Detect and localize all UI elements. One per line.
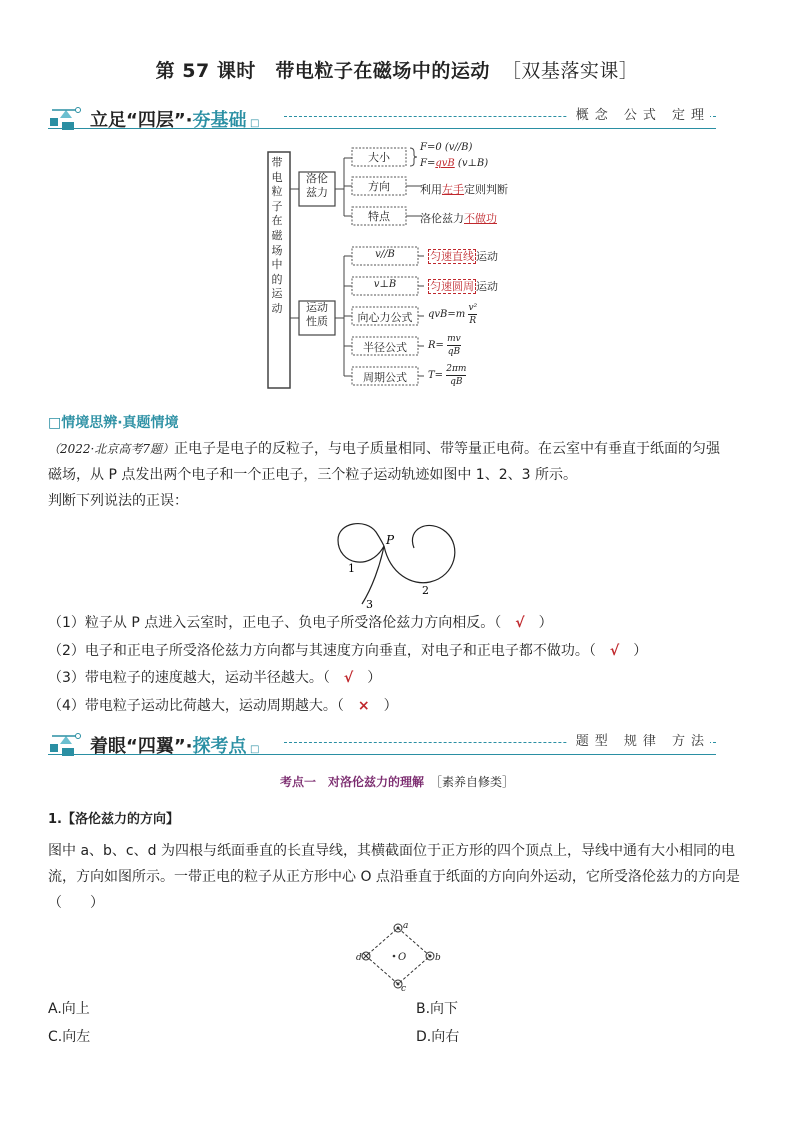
track-1	[338, 524, 384, 563]
mindmap-item-label: 半径公式	[363, 341, 407, 354]
mindmap-branch2-text: 运动 性质	[306, 301, 328, 328]
mindmap-item-label: v⊥B	[373, 279, 397, 290]
mindmap-desc-qvb: F=qvB (v⊥B)	[420, 158, 489, 169]
mindmap-formula-centripetal: qvB=m $\frac{\text{v²}}{R}$	[428, 303, 478, 326]
wire-label-b: b	[435, 953, 441, 963]
judgement-item: （3）带电粒子的速度越大，运动半径越大。（ √ ）	[48, 670, 382, 686]
banner-title: 着眼“四翼”·探考点 □	[90, 736, 260, 757]
banner-title: 立足“四层”·夯基础 □	[90, 110, 260, 131]
judgement-item: （2）电子和正电子所受洛伦兹力方向都与其速度方向垂直，对电子和正电子都不做功。（ √ ）	[48, 642, 648, 659]
mindmap-item-label: 向心力公式	[357, 311, 413, 324]
track-label-p: P	[386, 533, 395, 547]
title-tag: ［双基落实课］	[501, 60, 639, 82]
mindmap-item-label: 方向	[368, 180, 390, 193]
kaodian-heading: 考点一 对洛伦兹力的理解 ［素养自修类］	[279, 775, 515, 789]
mindmap-branch1-text: 洛伦 兹力	[306, 172, 328, 199]
mindmap-desc-lefthand: 利用左手定则判断	[420, 183, 508, 196]
track-label-2: 2	[422, 584, 429, 597]
wire-label-a: a	[403, 921, 409, 931]
wire-label-c: c	[401, 984, 407, 994]
wire-label-d: d	[356, 953, 362, 963]
option-a[interactable]: A.向上	[48, 1001, 90, 1017]
mindmap-item-label: 大小	[368, 151, 390, 164]
context-paragraph: （2022·北京高考7题）正电子是电子的反粒子，与电子质量相同、带等量正电荷。在云室中有垂直于纸面的匀强 磁场，从 P 点发出两个电子和一个正电子，三个粒子运动轨迹如图中 1、2、3 所示。 判断下列说法的正误：	[48, 441, 720, 509]
track-label-1: 1	[348, 562, 355, 575]
judgement-list	[48, 610, 748, 720]
banner-keywords: 概念 公式 定理	[568, 104, 710, 123]
banner-underline	[48, 754, 716, 755]
judgement-item: （4）带电粒子运动比荷越大，运动周期越大。（ × ）	[48, 697, 398, 714]
title-text: 第 57 课时 带电粒子在磁场中的运动	[155, 60, 490, 82]
mindmap-formula-period: T= $\frac{2\pi m}{qB}$	[428, 364, 467, 387]
track-label-3: 3	[366, 598, 373, 611]
mindmap-desc-uniform-circular: 匀速圆周 运动	[430, 280, 498, 293]
option-d[interactable]: D.向右	[416, 1029, 460, 1045]
mindmap-item-label: v//B	[375, 249, 395, 260]
option-b[interactable]: B.向下	[416, 1001, 459, 1017]
mindmap-desc-uniform-linear: 匀速直线 运动	[430, 250, 498, 263]
mindmap-desc-zero: F=0 (v//B)	[420, 142, 473, 153]
mindmap-desc-nowork: 洛伦兹力不做功	[420, 212, 497, 225]
section-banner-exam	[48, 730, 716, 760]
option-c[interactable]: C.向左	[48, 1029, 91, 1045]
mindmap-formula-radius: R= $\frac{mv}{qB}$	[428, 334, 461, 357]
mindmap-root-label: 带 电 粒 子 在 磁 场 中 的 运 动	[271, 156, 283, 315]
banner-logo-icon	[48, 730, 88, 760]
banner-keywords: 题型 规律 方法	[568, 730, 710, 749]
mindmap-item-label: 周期公式	[363, 371, 407, 384]
track-2	[384, 525, 455, 582]
judgement-item: （1）粒子从 P 点进入云室时，正电子、负电子所受洛伦兹力方向相反。（ √ ）	[48, 615, 553, 631]
question-1-stem: 图中 a、b、c、d 为四根与纸面垂直的长直导线，其横截面位于正方形的四个顶点上，导线中通有大小相同的电 流，方向如图所示。一带正电的粒子从正方形中心 O 点沿垂直于纸面的方向向外运动，它所受洛伦兹力的方向是 （ ）	[48, 843, 740, 911]
track-3	[362, 546, 384, 604]
section-label-context: □情境思辨·真题情境	[48, 415, 179, 431]
particle-tracks-figure	[330, 516, 480, 612]
page-title	[0, 56, 794, 83]
wire-square-figure	[356, 920, 440, 992]
question-1-head: 1.【洛伦兹力的方向】	[48, 812, 179, 827]
banner-logo-icon	[48, 104, 88, 134]
center-label-o: O	[398, 952, 407, 963]
mindmap-item-label: 特点	[368, 210, 390, 223]
banner-underline	[48, 128, 716, 129]
section-banner-foundation	[48, 104, 716, 134]
